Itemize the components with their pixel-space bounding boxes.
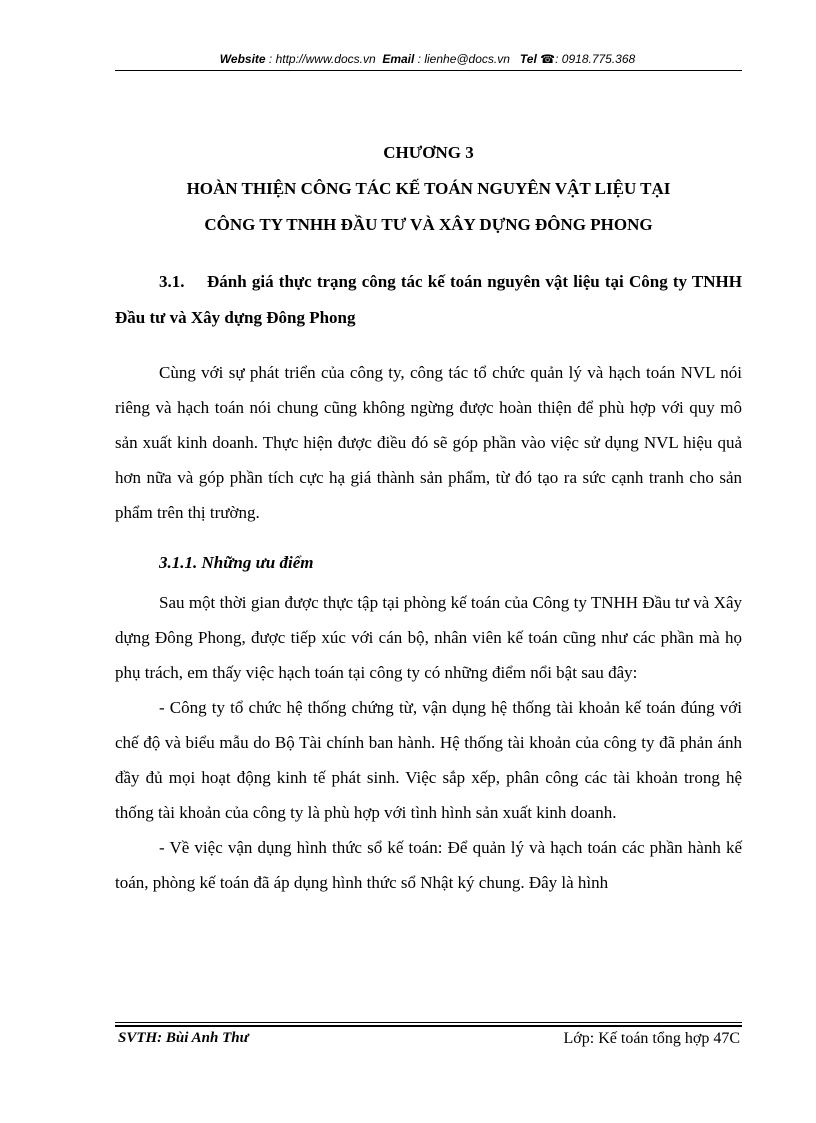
section-title: Đánh giá thực trạng công tác kế toán nguyên vật liệu tại Công ty TNHH Đầu tư và Xây dựng Đông Phong — [115, 272, 742, 327]
tel-value: : 0918.775.368 — [555, 52, 636, 66]
website-label: Website — [219, 52, 266, 66]
chapter-title-line1: HOÀN THIỆN CÔNG TÁC KẾ TOÁN NGUYÊN VẬT LIỆU TẠI — [186, 179, 671, 198]
footer-rule-thick — [115, 1025, 742, 1027]
page-content — [115, 135, 742, 900]
section-heading — [115, 264, 742, 336]
advantages-paragraph-2: - Công ty tổ chức hệ thống chứng từ, vận dụng hệ thống tài khoản kế toán đúng với chế độ và biểu mẫu do Bộ Tài chính ban hành. Hệ thống tài khoản của công ty đã phản ánh đầy đủ mọi hoạt động kinh tế phát sinh. Việc sắp xếp, phân công các tài khoản trong hệ thống tài khoản của công ty là phù hợp với tình hình sản xuất kinh doanh. — [115, 698, 742, 822]
page-header — [115, 50, 740, 68]
footer-student: SVTH: Bùi Anh Thư — [118, 1030, 249, 1046]
footer-class: Lớp: Kế toán tổng hợp 47C — [563, 1030, 740, 1047]
intro-paragraph: Cùng với sự phát triển của công ty, công tác tổ chức quản lý và hạch toán NVL nói riêng và hạch toán nói chung cũng không ngừng được hoàn thiện để phù hợp với quy mô sản xuất kinh doanh. Thực hiện được điều đó sẽ góp phần vào việc sử dụng NVL hiệu quả hơn nữa và góp phần tích cực hạ giá thành sản phẩm, từ đó tạo ra sức cạnh tranh cho sản phẩm trên thị trường. — [115, 363, 742, 522]
website-value: : http://www.docs.vn — [268, 52, 376, 66]
email-label: Email — [382, 52, 415, 66]
phone-icon: ☎ — [540, 52, 556, 66]
email-value: : lienhe@docs.vn — [417, 52, 510, 66]
advantages-paragraph-3: - Về việc vận dụng hình thức sổ kế toán: Để quản lý và hạch toán các phần hành kế toán, phòng kế toán đã áp dụng hình thức sổ Nhật ký chung. Đây là hình — [115, 838, 742, 892]
section-number: 3.1. — [159, 272, 185, 291]
footer-rule — [115, 1022, 742, 1023]
chapter-heading — [115, 135, 742, 243]
chapter-title-line2: CÔNG TY TNHH ĐẦU TƯ VÀ XÂY DỰNG ĐÔNG PHONG — [204, 215, 653, 234]
subsection-heading: 3.1.1. Những ưu điểm — [159, 553, 314, 572]
advantages-paragraph-1: Sau một thời gian được thực tập tại phòng kế toán của Công ty TNHH Đầu tư và Xây dựng Đông Phong, được tiếp xúc với cán bộ, nhân viên kế toán cũng như các phần mà họ phụ trách, em thấy việc hạch toán tại công ty có những điểm nổi bật sau đây: — [115, 593, 742, 682]
tel-label: Tel — [519, 52, 537, 66]
header-rule — [115, 70, 742, 71]
chapter-number: CHƯƠNG 3 — [383, 143, 474, 162]
